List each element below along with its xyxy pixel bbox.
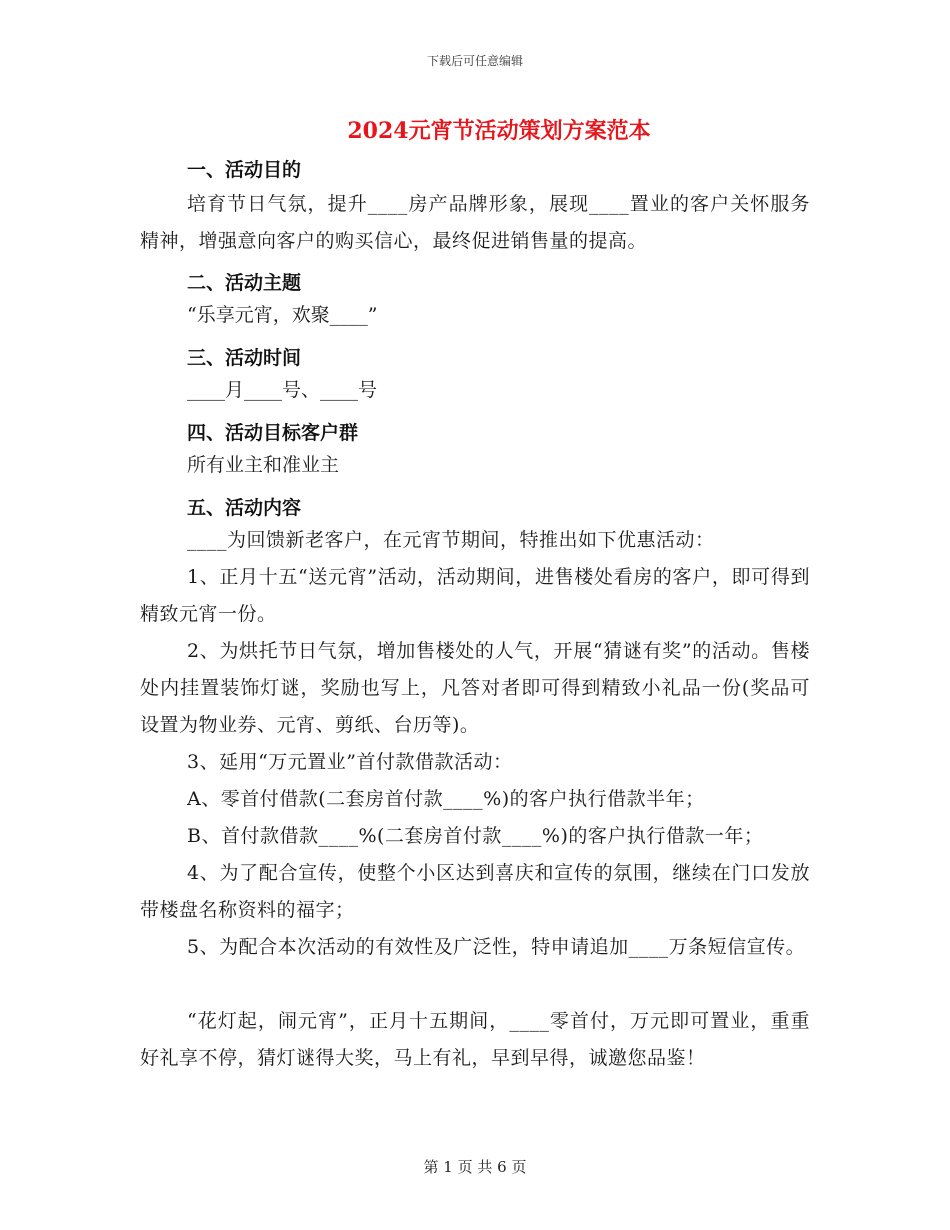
document-title: 2024元宵节活动策划方案范本 bbox=[347, 118, 651, 144]
header-note: 下载后可任意编辑 bbox=[426, 54, 523, 68]
audience-text: 所有业主和准业主 bbox=[187, 454, 340, 476]
content-item-2: 2、为烘托节日气氛，增加售楼处的人气，开展“猜谜有奖”的活动。售楼处内挂置装饰灯谜，奖励也写上，凡答对者即可得到精致小礼品一份(奖品可设置为物业券、元宵、剪纸、台历等)。 bbox=[140, 640, 810, 736]
content-item-4: 4、为了配合宣传，使整个小区达到喜庆和宣传的氛围，继续在门口发放带楼盘名称资料的福字； bbox=[140, 862, 810, 921]
page-footer: 第 1 页 共 6 页 bbox=[423, 1158, 527, 1176]
content-item-1: 1、正月十五“送元宵”活动，活动期间，进售楼处看房的客户，即可得到精致元宵一份。 bbox=[140, 566, 810, 625]
section-heading-theme: 二、活动主题 bbox=[187, 272, 302, 294]
content-item-3b: B、首付款借款____%(二套房首付款____%)的客户执行借款一年； bbox=[187, 825, 764, 847]
theme-text: “乐享元宵，欢聚____” bbox=[187, 304, 378, 326]
section-heading-time: 三、活动时间 bbox=[187, 347, 302, 369]
section-heading-audience: 四、活动目标客户群 bbox=[187, 422, 359, 444]
time-text: ____月____号、____号 bbox=[187, 379, 378, 401]
section-heading-content: 五、活动内容 bbox=[187, 497, 302, 519]
content-intro: ____为回馈新老客户，在元宵节期间，特推出如下优惠活动： bbox=[187, 529, 715, 551]
purpose-paragraph: 培育节日气氛，提升____房产品牌形象，展现____置业的客户关怀服务精神，增强意向客户的购买信心，最终促进销售量的提高。 bbox=[140, 193, 810, 252]
content-item-3: 3、延用“万元置业”首付款借款活动： bbox=[187, 751, 513, 773]
content-item-3a: A、零首付借款(二套房首付款____%)的客户执行借款半年； bbox=[187, 788, 705, 810]
content-item-5: 5、为配合本次活动的有效性及广泛性，特申请追加____万条短信宣传。 bbox=[187, 936, 806, 958]
section-heading-purpose: 一、活动目的 bbox=[187, 159, 302, 181]
closing-paragraph: “花灯起，闹元宵”，正月十五期间，____零首付，万元即可置业，重重好礼享不停，猜灯谜得大奖，马上有礼，早到早得，诚邀您品鉴！ bbox=[140, 1010, 810, 1069]
